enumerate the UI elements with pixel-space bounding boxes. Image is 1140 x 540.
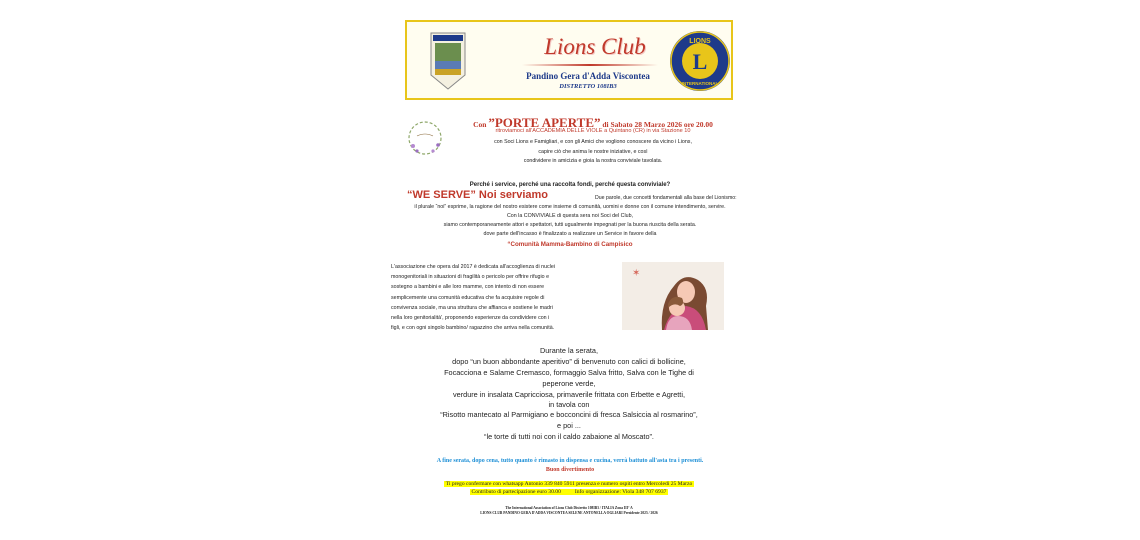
menu-line-9: “le torte di tutti noi con il caldo zabaione al Moscato”. (484, 432, 654, 441)
association-description (391, 262, 603, 333)
menu-line-3: Focacciona e Salame Cremasco, formaggio Salva fritto, Salva con le Tighe di (444, 368, 694, 377)
contact-fee: Contributo di partecipazione euro 30.00 Info organizzazione: Viola 348 707 6937 (471, 489, 667, 495)
association-line: L'associazione che opera dal 2017 è dedicata all'accoglienza di nuclei (391, 264, 555, 270)
event-line-3: condividere in amicizia e gioia la nostra conviviale tavolata. (523, 158, 663, 164)
event-line-2: capire ciò che anima le nostre iniziative, e così (538, 149, 648, 155)
menu-line-8: e poi ... (557, 421, 581, 430)
association-line: nella loro genitorialità', proponendo esperienze da condividere con i (391, 315, 550, 322)
we-serve-title: “WE SERVE” Noi serviamo (407, 189, 549, 201)
association-line: figli, e con ogni singolo bambino/ ragazzino che arriva nella comunità. (391, 325, 555, 332)
club-pennant-icon (429, 31, 467, 91)
menu-line-7: “Risotto mantecato al Parmigiano e bocconcini di fresca Salsiccia al rosmarino”, (440, 410, 698, 419)
we-serve-line-2: Con la CONVIVIALE di questa sera noi Soci del Club, (506, 213, 633, 219)
association-line: convivenza sociale, ma una struttura che affianca e sostiene le madri (391, 304, 553, 311)
menu-line-4: peperone verde, (542, 379, 596, 388)
event-venue: ritroviamoci all'ACCADEMIA DELLE VIOLE a Quintano (CR) in via Stazione 10 (495, 128, 691, 134)
flyer-page (383, 0, 755, 540)
association-line: semplicemente una comunità educativa che fa acquisire regole di (391, 294, 545, 301)
menu-line-5: verdure in insalata Capricciosa, primaverile frittata con Erbette e Agretti, (453, 390, 685, 399)
event-name: ”PORTE APERTE” (488, 115, 601, 130)
auction-note: A fine serata, dopo cena, tutto quanto è rimasto in dispensa e cucina, verrà battuto all'asta tra i presenti. (436, 458, 704, 464)
event-date: di Sabato 28 Marzo 2026 ore 20.00 (602, 120, 713, 129)
club-subtitle: Pandino Gera d'Adda Viscontea (526, 71, 650, 81)
closing-wish: Buon divertimento (545, 467, 595, 473)
logo-letter: L (692, 49, 708, 74)
header-banner (405, 20, 733, 100)
event-line-1: con Soci Lions e Famigliari, e con gli Amici che vogliono conoscere da vicino i Lions, (494, 139, 692, 145)
contact-line-1 (393, 481, 745, 487)
menu-line-1: Durante la serata, (539, 346, 598, 355)
menu-line-2: dopo “un buon abbondante aperitivo” di benvenuto con calici di bollicine, (452, 357, 686, 366)
logo-text-bottom: INTERNATIONAL (681, 81, 719, 86)
we-serve-intro: Due parole, due concetti fondamentali alla base del Lionismo: (595, 195, 737, 201)
svg-text:✶: ✶ (632, 268, 641, 279)
association-line: monogenitoriali in situazioni di fragilità o pericolo per offrire rifugio e (391, 274, 550, 281)
floral-wreath-icon (403, 112, 447, 160)
mother-child-illustration (622, 262, 724, 330)
lions-international-logo-icon (669, 30, 731, 92)
we-serve-line-1: il plurale “noi” esprime, la ragione del nostro esistere come insieme di comunità, uomini e donne con il comune intendimento, servire. (414, 204, 726, 210)
we-serve-line-4: dove parte dell'incasso è finalizzato a realizzare un Service in favore della (483, 231, 657, 237)
contact-confirm: Ti prego confermare con whatsapp Antonio 339 840 5911 presenza e numero ospiti entro Mercoledì 25 Marzo (445, 481, 693, 487)
community-name: “Comunità Mamma-Bambino di Campisico (507, 241, 633, 248)
footer-line-2: LIONS CLUB PANDINO GERA D'ADDA VISCONTEA SELENE ANTONELLA OGLIARI Presidente 2025 / 2026 (480, 511, 658, 515)
contact-line-2 (393, 489, 745, 495)
we-serve-line-3: siamo contemporaneamente attori e spettatori, tutti ugualmente impegnati per la buona riuscita della serata. (443, 222, 697, 228)
menu-line-6: in tavola con (548, 400, 590, 409)
logo-text-top: LIONS (689, 38, 711, 45)
club-title: Lions Club (544, 34, 646, 59)
we-serve-question: Perché i service, perché una raccolta fondi, perché questa conviviale? (469, 182, 671, 188)
footer-line-1: The International Association of Lions Club Distretto 108IB3 / ITALIA Zona III° A (505, 506, 633, 510)
event-prefix: Con (473, 120, 487, 129)
title-underline (522, 64, 658, 66)
club-district: DISTRETTO 108IB3 (559, 83, 617, 90)
association-line: sostegno a bambini e alle loro mamme, con intento di non essere (391, 284, 545, 291)
